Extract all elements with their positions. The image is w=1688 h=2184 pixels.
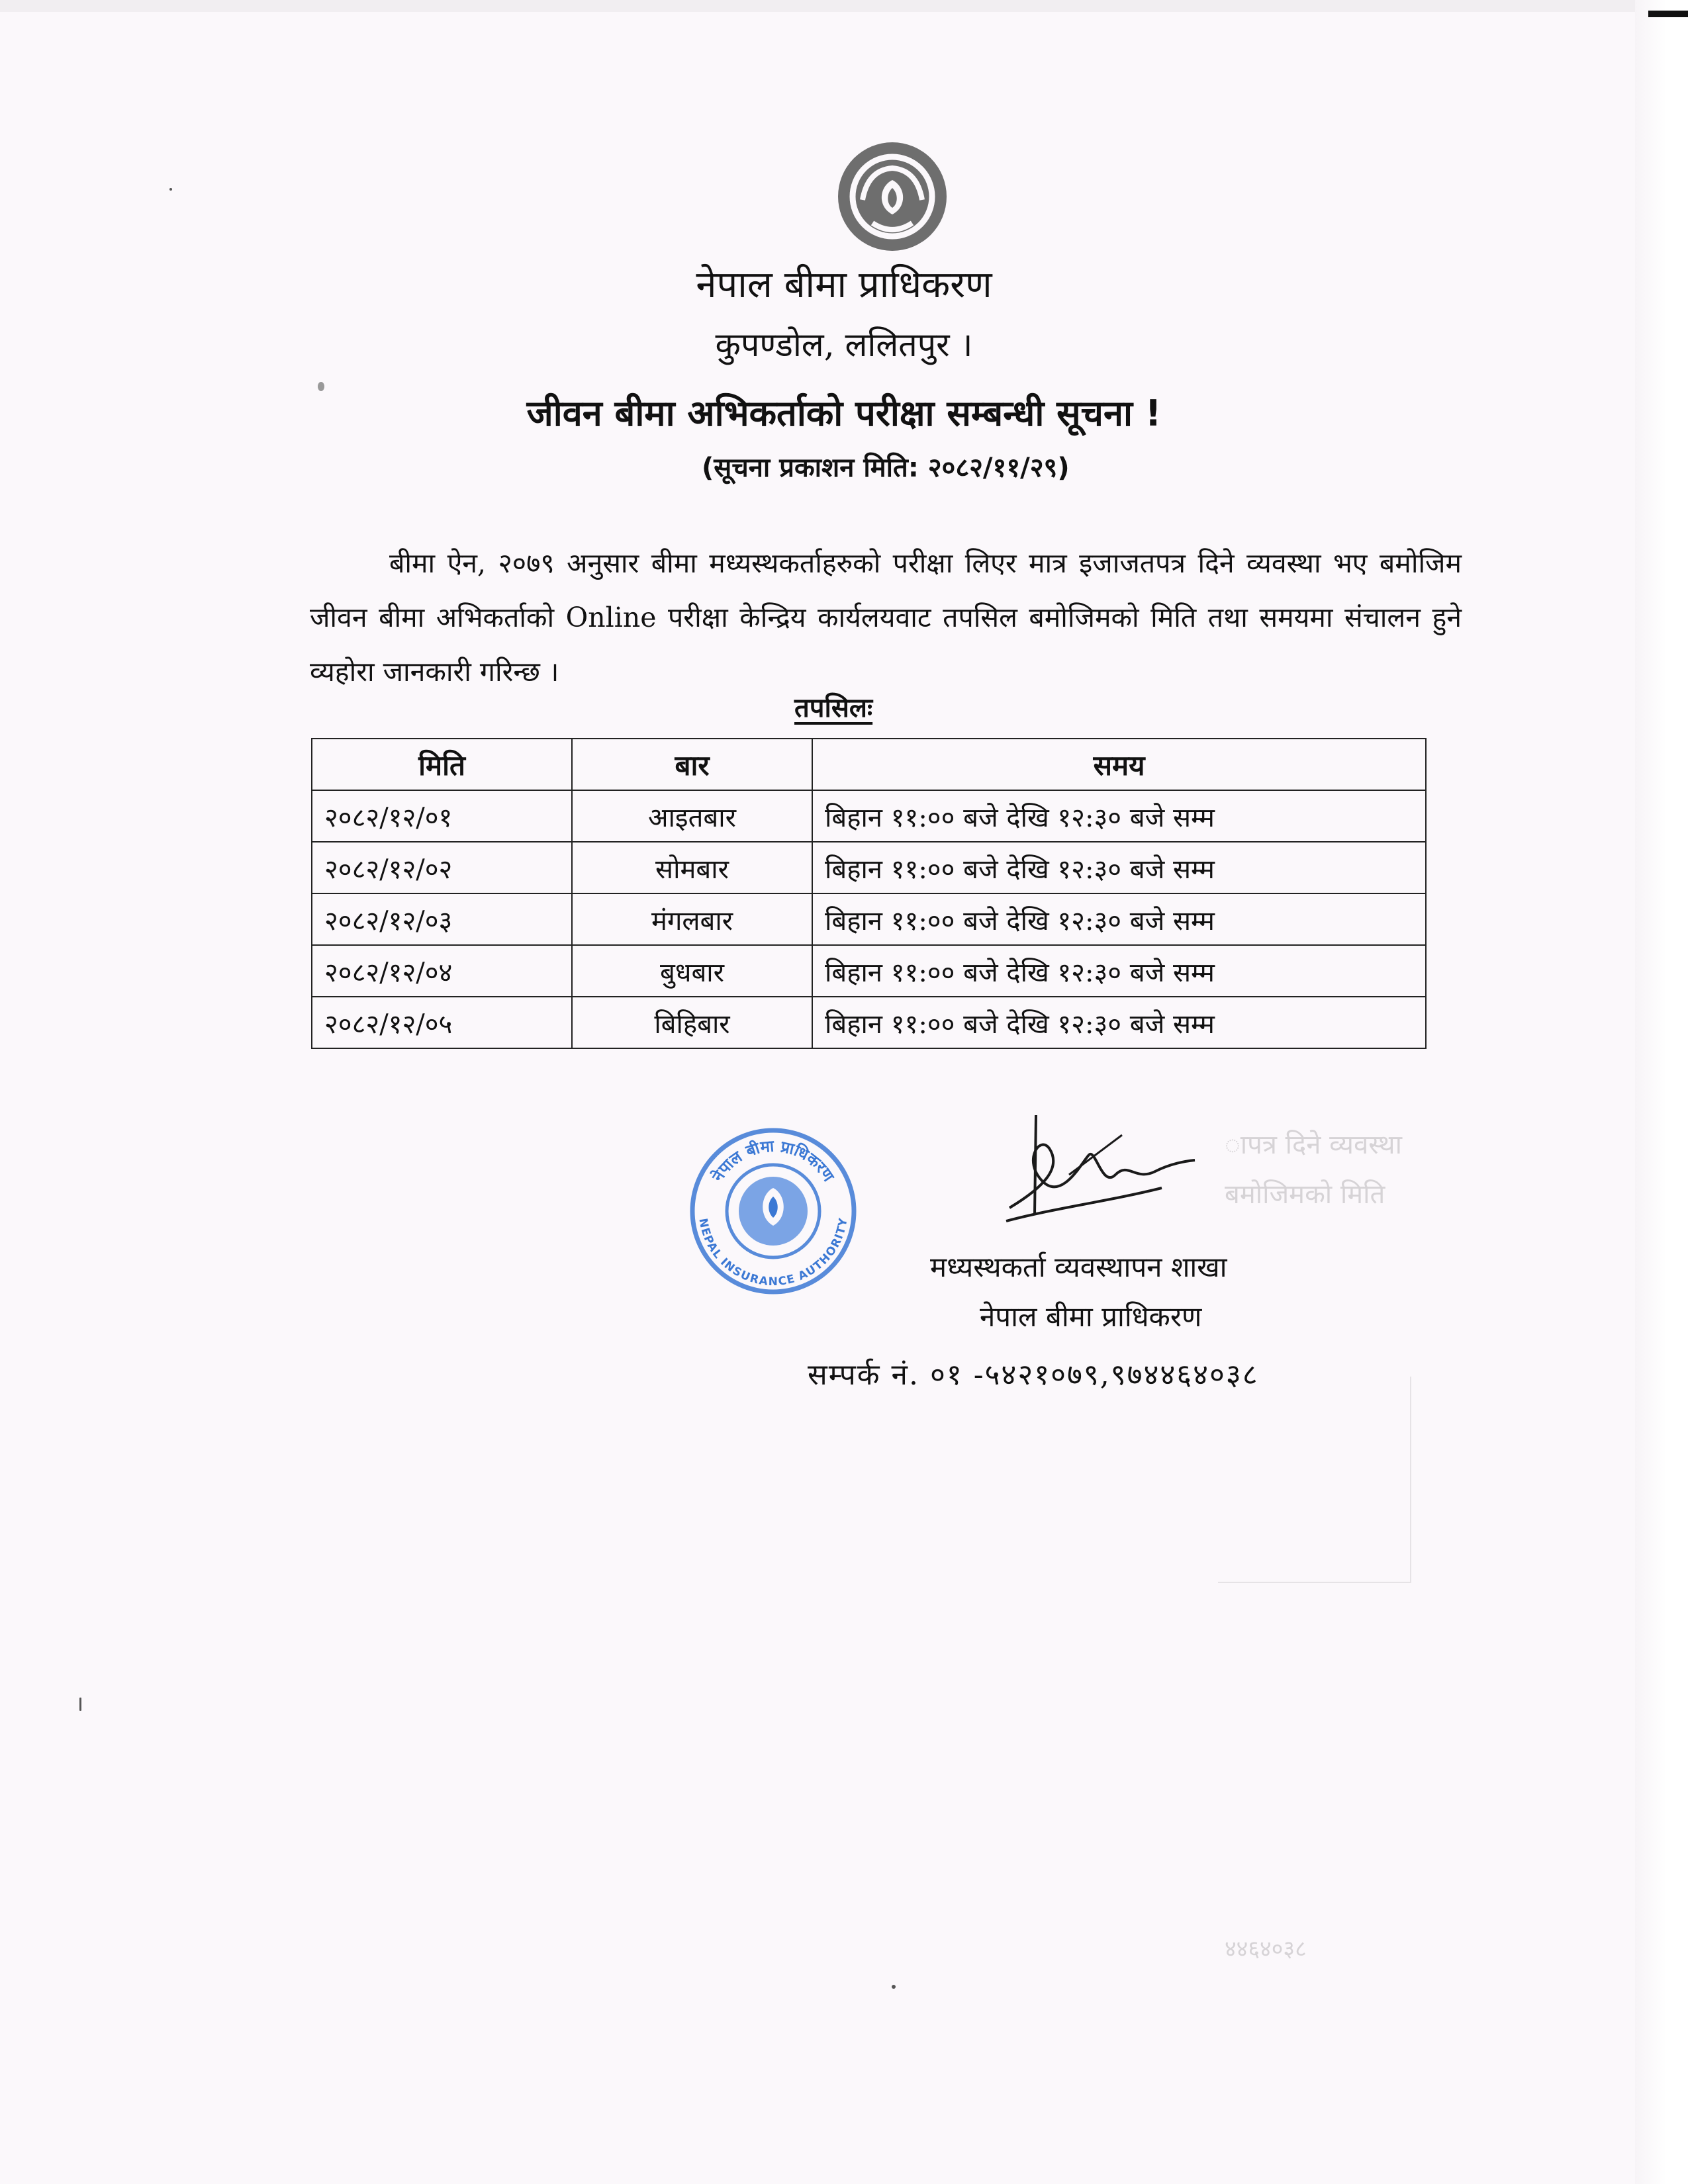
notice-paragraph: बीमा ऐन, २०७९ अनुसार बीमा मध्यस्थकर्ताहरुको परीक्षा लिएर मात्र इजाजतपत्र दिने व्यवस्था भए बमोजिम जीवन बीमा अभिकर्ताको Online परीक्षा केन्द्रिय कार्यलयवाट तपसिल बमोजिमको मिति तथा समयमा संचालन हुने व्यहोरा जानकारी गरिन्छ । [310,547,1462,688]
corner-mark [1648,11,1688,17]
organization-name: नेपाल बीमा प्राधिकरण [696,263,992,306]
cell-day: मंगलबार [572,893,812,945]
paper-speck [892,1985,896,1989]
nepal-insurance-authority-logo-icon [836,140,949,253]
stamp-text-bottom: NEPAL INSURANCE AUTHORITY [696,1217,851,1289]
table-row [312,997,1426,1048]
cell-day: सोमबार [572,842,812,893]
column-header-day: बार [572,739,812,790]
page-top-edge [0,0,1688,12]
paper-speck [79,1698,81,1711]
table-row [312,945,1426,997]
cell-date: २०८२/१२/०५ [312,997,572,1048]
column-header-time: समय [812,739,1426,790]
cell-date: २०८२/१२/०३ [312,893,572,945]
cell-day: बिहिबार [572,997,812,1048]
cell-time: बिहान ११:०० बजे देखि १२:३० बजे सम्म [812,893,1426,945]
cell-date: २०८२/१२/०२ [312,842,572,893]
table-header-row [312,739,1426,790]
signature-icon [1003,1109,1201,1241]
cell-day: बुधबार [572,945,812,997]
stamp-text-top: नेपाल बीमा प्राधिकरण [708,1136,838,1185]
official-stamp-icon [687,1125,859,1297]
publish-date: (सूचना प्रकाशन मिति: २०८२/११/२९) [702,453,1070,483]
cell-day: आइतबार [572,790,812,842]
cell-time: बिहान ११:०० बजे देखि १२:३० बजे सम्म [812,790,1426,842]
show-through-table [1218,1377,1411,1583]
column-header-date: मिति [312,739,572,790]
cell-time: बिहान ११:०० बजे देखि १२:३० बजे सम्म [812,997,1426,1048]
signatory-organization: नेपाल बीमा प्राधिकरण [980,1300,1202,1333]
cell-date: २०८२/१२/०१ [312,790,572,842]
contact-number: सम्पर्क नं. ०१ -५४२१०७९,९७४४६४०३८ [808,1358,1259,1392]
show-through-text: ापत्र दिने व्यवस्था [1225,1130,1402,1160]
department-name: मध्यस्थकर्ता व्यवस्थापन शाखा [930,1251,1227,1283]
cell-date: २०८२/१२/०४ [312,945,572,997]
schedule-table [311,738,1427,1049]
organization-address: कुपण्डोल, ललितपुर । [715,326,973,364]
table-row [312,893,1426,945]
show-through-text: बमोजिमको मिति [1225,1179,1385,1210]
paper-speck [169,188,172,191]
cell-time: बिहान ११:०० बजे देखि १२:३० बजे सम्म [812,945,1426,997]
cell-time: बिहान ११:०० बजे देखि १२:३० बजे सम्म [812,842,1426,893]
notice-title: जीवन बीमा अभिकर्ताको परीक्षा सम्बन्धी सूचना ! [526,392,1162,434]
show-through-text: ४४६४०३८ [1225,1936,1307,1962]
table-row [312,790,1426,842]
table-row [312,842,1426,893]
schedule-title: तपसिलः [794,693,873,723]
